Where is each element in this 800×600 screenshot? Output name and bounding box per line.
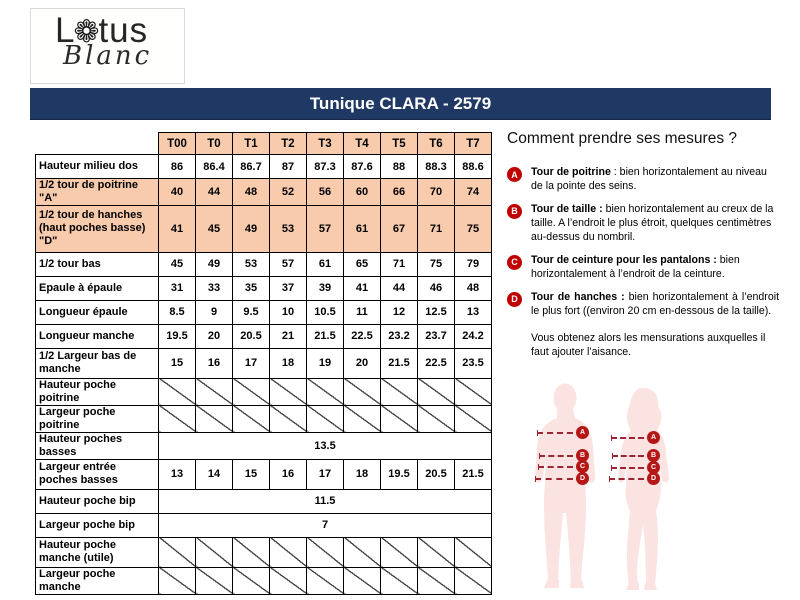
cell-merged-value: 11.5 <box>159 489 492 513</box>
cell-not-applicable <box>196 405 233 432</box>
instructions-heading: Comment prendre ses mesures ? <box>507 130 738 147</box>
instruction-item-b <box>507 203 779 245</box>
male-marker-c: C <box>576 460 589 473</box>
cell-value: 20.5 <box>418 459 455 489</box>
cell-not-applicable <box>159 378 196 405</box>
table-row <box>36 324 492 348</box>
cell-not-applicable <box>455 537 492 567</box>
female-waist-line <box>612 452 657 459</box>
marker-d-icon: D <box>507 292 522 307</box>
cell-not-applicable <box>233 378 270 405</box>
cell-not-applicable <box>196 567 233 594</box>
cell-value: 57 <box>307 205 344 252</box>
table-row <box>36 179 492 206</box>
cell-merged-value: 13.5 <box>159 432 492 459</box>
row-label: Longueur épaule <box>36 300 159 324</box>
cell-not-applicable <box>418 537 455 567</box>
female-marker-b: B <box>647 449 660 462</box>
cell-value: 35 <box>233 276 270 300</box>
cell-value: 87.6 <box>344 155 381 179</box>
size-column-header: T2 <box>270 133 307 155</box>
cell-value: 88.6 <box>455 155 492 179</box>
cell-value: 45 <box>159 252 196 276</box>
cell-not-applicable <box>233 537 270 567</box>
instruction-rest-d: bien horizontalement à l’endroit le plus fort ((environ 20 cm en-dessous de la taille). <box>531 290 780 317</box>
female-marker-a: A <box>647 431 660 444</box>
instruction-text-a <box>531 166 779 194</box>
cell-value: 19.5 <box>381 459 418 489</box>
cell-value: 11 <box>344 300 381 324</box>
marker-b-icon: B <box>507 204 522 219</box>
size-column-header: T5 <box>381 133 418 155</box>
table-row <box>36 252 492 276</box>
cell-value: 49 <box>233 205 270 252</box>
cell-not-applicable <box>159 567 196 594</box>
product-title: Tunique CLARA - 2579 <box>309 93 492 113</box>
lotus-flower-icon: ❁ <box>73 14 101 49</box>
cell-value: 86.7 <box>233 155 270 179</box>
row-label: 1/2 tour de hanches (haut poches basse) "D" <box>36 205 159 252</box>
cell-value: 46 <box>418 276 455 300</box>
cell-value: 21.5 <box>455 459 492 489</box>
cell-value: 12.5 <box>418 300 455 324</box>
male-hip-line <box>535 475 586 482</box>
cell-value: 40 <box>159 179 196 206</box>
cell-not-applicable <box>270 567 307 594</box>
size-column-header: T0 <box>196 133 233 155</box>
size-column-header: T7 <box>455 133 492 155</box>
table-row <box>36 489 492 513</box>
measurement-figures <box>515 383 780 598</box>
cell-value: 61 <box>307 252 344 276</box>
cell-value: 8.5 <box>159 300 196 324</box>
cell-value: 66 <box>381 179 418 206</box>
cell-value: 18 <box>270 348 307 378</box>
marker-a-icon: A <box>507 167 522 182</box>
table-row <box>36 378 492 405</box>
cell-value: 45 <box>196 205 233 252</box>
row-label: Largeur poche bip <box>36 513 159 537</box>
cell-not-applicable <box>455 567 492 594</box>
cell-value: 60 <box>344 179 381 206</box>
table-row <box>36 567 492 594</box>
cell-value: 65 <box>344 252 381 276</box>
cell-value: 48 <box>455 276 492 300</box>
cell-value: 24.2 <box>455 324 492 348</box>
cell-not-applicable <box>381 567 418 594</box>
size-column-header: T3 <box>307 133 344 155</box>
cell-value: 21.5 <box>307 324 344 348</box>
cell-value: 10 <box>270 300 307 324</box>
row-label: Hauteur poche poitrine <box>36 378 159 405</box>
cell-value: 75 <box>455 205 492 252</box>
cell-not-applicable <box>381 378 418 405</box>
cell-not-applicable <box>196 378 233 405</box>
instruction-rest-b: bien horizontalement au creux de la taille. A l’endroit le plus étroit, quelques centimètres au-dessus du nombril. <box>531 202 774 243</box>
table-row <box>36 348 492 378</box>
table-row <box>36 205 492 252</box>
cell-not-applicable <box>307 378 344 405</box>
cell-not-applicable <box>307 537 344 567</box>
cell-value: 44 <box>196 179 233 206</box>
cell-not-applicable <box>270 405 307 432</box>
instruction-bold-d: Tour de hanches : <box>531 290 625 303</box>
size-column-header: T6 <box>418 133 455 155</box>
row-label: 1/2 tour bas <box>36 252 159 276</box>
cell-value: 16 <box>270 459 307 489</box>
row-label: Hauteur poche bip <box>36 489 159 513</box>
female-hip-line <box>609 475 657 482</box>
female-belt-line <box>611 464 657 471</box>
row-label: Largeur entrée poches basses <box>36 459 159 489</box>
male-belt-line <box>538 463 586 470</box>
cell-value: 9.5 <box>233 300 270 324</box>
cell-not-applicable <box>418 378 455 405</box>
cell-value: 14 <box>196 459 233 489</box>
row-label: Hauteur poche manche (utile) <box>36 537 159 567</box>
instruction-item-c <box>507 254 779 282</box>
size-column-header: T4 <box>344 133 381 155</box>
cell-value: 13 <box>159 459 196 489</box>
cell-value: 9 <box>196 300 233 324</box>
cell-not-applicable <box>344 537 381 567</box>
table-row <box>36 513 492 537</box>
cell-value: 23.5 <box>455 348 492 378</box>
size-table-header <box>36 133 492 155</box>
female-chest-line <box>611 434 657 441</box>
cell-value: 86 <box>159 155 196 179</box>
cell-value: 56 <box>307 179 344 206</box>
cell-not-applicable <box>455 378 492 405</box>
cell-value: 87.3 <box>307 155 344 179</box>
cell-not-applicable <box>233 567 270 594</box>
male-marker-d: D <box>576 472 589 485</box>
row-label: Largeur poche manche <box>36 567 159 594</box>
cell-value: 20.5 <box>233 324 270 348</box>
cell-value: 49 <box>196 252 233 276</box>
cell-not-applicable <box>455 405 492 432</box>
female-marker-c: C <box>647 461 660 474</box>
size-header-row <box>36 133 492 155</box>
instruction-rest-a: : bien horizontalement au niveau de la pointe des seins. <box>531 166 767 192</box>
table-row <box>36 276 492 300</box>
measuring-instructions <box>507 130 779 360</box>
cell-value: 20 <box>196 324 233 348</box>
size-measurements-table <box>35 132 492 595</box>
cell-value: 17 <box>233 348 270 378</box>
cell-value: 13 <box>455 300 492 324</box>
cell-value: 18 <box>344 459 381 489</box>
cell-not-applicable <box>159 537 196 567</box>
cell-value: 39 <box>307 276 344 300</box>
table-row <box>36 155 492 179</box>
table-row <box>36 300 492 324</box>
cell-not-applicable <box>307 405 344 432</box>
cell-value: 19.5 <box>159 324 196 348</box>
cell-value: 53 <box>233 252 270 276</box>
table-row <box>36 432 492 459</box>
cell-value: 71 <box>418 205 455 252</box>
male-waist-line <box>539 452 586 459</box>
instruction-bold-b: Tour de taille : <box>531 202 603 215</box>
size-table-body <box>36 155 492 595</box>
row-label: Hauteur poches basses <box>36 432 159 459</box>
cell-not-applicable <box>307 567 344 594</box>
instruction-rest-c: bien horizontalement à l’endroit de la ceinture. <box>531 253 740 280</box>
cell-value: 74 <box>455 179 492 206</box>
brand-name-blanc: Blanc <box>63 41 153 71</box>
instruction-item-d <box>507 291 779 319</box>
logo-text-l: L <box>55 11 76 50</box>
cell-merged-value: 7 <box>159 513 492 537</box>
size-column-header: T1 <box>233 133 270 155</box>
instruction-bold-c: Tour de ceinture pour les pantalons : <box>531 253 717 266</box>
cell-not-applicable <box>233 405 270 432</box>
female-marker-d: D <box>647 472 660 485</box>
cell-value: 22.5 <box>344 324 381 348</box>
cell-value: 86.4 <box>196 155 233 179</box>
cell-not-applicable <box>418 567 455 594</box>
cell-value: 71 <box>381 252 418 276</box>
cell-value: 21.5 <box>381 348 418 378</box>
male-marker-a: A <box>576 426 589 439</box>
cell-value: 88 <box>381 155 418 179</box>
cell-value: 21 <box>270 324 307 348</box>
cell-value: 10.5 <box>307 300 344 324</box>
cell-not-applicable <box>344 567 381 594</box>
cell-value: 33 <box>196 276 233 300</box>
cell-value: 23.2 <box>381 324 418 348</box>
cell-value: 70 <box>418 179 455 206</box>
cell-value: 75 <box>418 252 455 276</box>
cell-not-applicable <box>344 405 381 432</box>
size-column-header: T00 <box>159 133 196 155</box>
cell-value: 12 <box>381 300 418 324</box>
male-silhouette <box>521 383 609 591</box>
cell-value: 41 <box>159 205 196 252</box>
table-row <box>36 459 492 489</box>
cell-value: 22.5 <box>418 348 455 378</box>
row-label: 1/2 Largeur bas de manche <box>36 348 159 378</box>
cell-value: 31 <box>159 276 196 300</box>
cell-value: 53 <box>270 205 307 252</box>
cell-value: 37 <box>270 276 307 300</box>
male-chest-line <box>537 429 586 436</box>
instruction-item-a <box>507 166 779 194</box>
brand-logo <box>30 8 185 84</box>
instructions-note: Vous obtenez alors les mensurations auxquelles il faut ajouter l’aisance. <box>531 331 766 358</box>
row-label: 1/2 tour de poitrine "A" <box>36 179 159 206</box>
cell-value: 17 <box>307 459 344 489</box>
cell-not-applicable <box>270 378 307 405</box>
cell-value: 15 <box>233 459 270 489</box>
row-label: Largeur poche poitrine <box>36 405 159 432</box>
marker-c-icon: C <box>507 255 522 270</box>
logo-text-tus: tus <box>98 11 149 50</box>
cell-value: 44 <box>381 276 418 300</box>
cell-value: 67 <box>381 205 418 252</box>
male-marker-b: B <box>576 449 589 462</box>
instruction-text-d <box>531 291 779 319</box>
cell-value: 19 <box>307 348 344 378</box>
cell-value: 87 <box>270 155 307 179</box>
cell-value: 23.7 <box>418 324 455 348</box>
cell-not-applicable <box>344 378 381 405</box>
cell-value: 52 <box>270 179 307 206</box>
instruction-bold-a: Tour de poitrine <box>531 166 611 178</box>
cell-value: 48 <box>233 179 270 206</box>
table-row <box>36 405 492 432</box>
female-silhouette <box>601 387 689 591</box>
cell-value: 15 <box>159 348 196 378</box>
cell-not-applicable <box>196 537 233 567</box>
instruction-text-b <box>531 203 779 245</box>
cell-not-applicable <box>270 537 307 567</box>
cell-value: 41 <box>344 276 381 300</box>
table-corner-cell <box>36 133 159 155</box>
cell-value: 88.3 <box>418 155 455 179</box>
cell-value: 20 <box>344 348 381 378</box>
cell-not-applicable <box>381 537 418 567</box>
cell-value: 57 <box>270 252 307 276</box>
cell-not-applicable <box>159 405 196 432</box>
cell-value: 79 <box>455 252 492 276</box>
product-title-bar <box>30 88 771 120</box>
table-row <box>36 537 492 567</box>
row-label: Epaule à épaule <box>36 276 159 300</box>
row-label: Hauteur milieu dos <box>36 155 159 179</box>
instruction-text-c <box>531 254 779 282</box>
cell-value: 16 <box>196 348 233 378</box>
cell-value: 61 <box>344 205 381 252</box>
cell-not-applicable <box>418 405 455 432</box>
cell-not-applicable <box>381 405 418 432</box>
row-label: Longueur manche <box>36 324 159 348</box>
